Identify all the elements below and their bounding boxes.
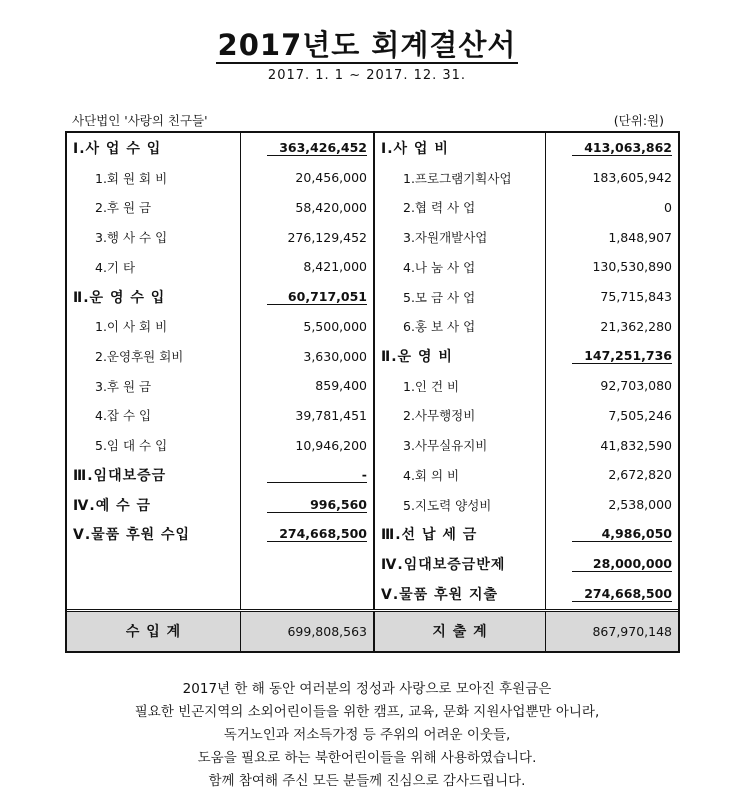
income-category-label: Ⅱ.운 영 수 입 bbox=[67, 282, 241, 312]
settlement-table bbox=[67, 133, 678, 651]
expense-amount-cell: 92,703,080 bbox=[600, 378, 672, 394]
income-amount-cell: 859,400 bbox=[241, 371, 375, 401]
income-amount-cell: 10,946,200 bbox=[241, 430, 375, 460]
expense-category-amount: 147,251,736 bbox=[572, 348, 672, 364]
ledger-row bbox=[67, 579, 678, 610]
expense-amount-cell bbox=[546, 579, 679, 610]
expense-category-amount: 28,000,000 bbox=[572, 556, 672, 572]
ledger-row bbox=[67, 430, 678, 460]
ledger-row bbox=[67, 401, 678, 431]
expense-total-amount: 867,970,148 bbox=[546, 610, 679, 651]
income-amount-cell: 3,630,000 bbox=[241, 341, 375, 371]
expense-item-label: 5.모 금 사 업 bbox=[374, 282, 546, 312]
expense-amount-cell bbox=[546, 549, 679, 579]
expense-amount-cell bbox=[546, 520, 679, 550]
expense-amount-cell: 2,672,820 bbox=[608, 467, 672, 483]
expense-category-amount: 4,986,050 bbox=[572, 526, 672, 542]
income-amount-cell bbox=[241, 579, 375, 610]
expense-category-label: Ⅰ.사 업 비 bbox=[374, 133, 546, 163]
organization-name: 사단법인 '사랑의 친구들' bbox=[72, 113, 208, 128]
expense-category-amount: 413,063,862 bbox=[572, 140, 672, 156]
expense-total-label: 지 출 계 bbox=[374, 610, 546, 651]
income-category-amount: 274,668,500 bbox=[267, 526, 367, 542]
expense-amount-cell: 1,848,907 bbox=[608, 229, 672, 245]
ledger-row bbox=[67, 282, 678, 312]
document-title-text: 2017년도 회계결산서 bbox=[217, 28, 517, 62]
expense-amount-cell: 21,362,280 bbox=[600, 318, 672, 334]
totals-row bbox=[67, 610, 678, 651]
income-category-amount: - bbox=[267, 467, 367, 483]
expense-category-label: Ⅱ.운 영 비 bbox=[374, 341, 546, 371]
income-category-amount: 363,426,452 bbox=[267, 140, 367, 156]
expense-item-label: 6.홍 보 사 업 bbox=[374, 311, 546, 341]
income-amount-cell bbox=[241, 282, 375, 312]
expense-amount-cell: 2,538,000 bbox=[608, 497, 672, 513]
expense-amount-cell bbox=[546, 133, 679, 163]
ledger-row bbox=[67, 252, 678, 282]
income-item-label: 3.행 사 수 입 bbox=[67, 222, 241, 252]
income-category-label: Ⅰ.사 업 수 입 bbox=[67, 133, 241, 163]
ledger-row bbox=[67, 490, 678, 520]
income-amount-cell bbox=[241, 133, 375, 163]
income-amount-cell bbox=[241, 460, 375, 490]
ledger-row bbox=[67, 460, 678, 490]
expense-item-label: 4.나 눔 사 업 bbox=[374, 252, 546, 282]
message-line: 필요한 빈곤지역의 소외어린이들을 위한 캠프, 교육, 문화 지원사업뿐만 아니라, bbox=[134, 704, 600, 720]
expense-item-label: 2.사무행정비 bbox=[374, 401, 546, 431]
income-amount-cell: 5,500,000 bbox=[241, 311, 375, 341]
income-item-label: 2.운영후원 회비 bbox=[67, 341, 241, 371]
expense-item-label: 3.사무실유지비 bbox=[374, 430, 546, 460]
income-item-label: 5.임 대 수 입 bbox=[67, 430, 241, 460]
ledger-row bbox=[67, 549, 678, 579]
expense-item-label: 3.자원개발사업 bbox=[374, 222, 546, 252]
income-category-amount: 60,717,051 bbox=[267, 289, 367, 305]
income-amount-cell: 58,420,000 bbox=[241, 192, 375, 222]
income-item-label: 4.잡 수 입 bbox=[67, 401, 241, 431]
expense-item-label: 1.프로그램기획사업 bbox=[374, 163, 546, 193]
income-total-amount: 699,808,563 bbox=[241, 610, 375, 651]
income-amount-cell bbox=[241, 549, 375, 579]
income-item-label: 1.회 원 회 비 bbox=[67, 163, 241, 193]
document-title bbox=[0, 26, 734, 64]
income-category-label: Ⅴ.물품 후원 수입 bbox=[67, 520, 241, 550]
income-item-label bbox=[67, 579, 241, 610]
income-item-label: 4.기 타 bbox=[67, 252, 241, 282]
income-category-amount: 996,560 bbox=[267, 497, 367, 513]
expense-item-label: 2.협 력 사 업 bbox=[374, 192, 546, 222]
message-line: 도움을 필요로 하는 북한어린이들을 위해 사용하였습니다. bbox=[197, 750, 537, 766]
thank-you-message bbox=[0, 678, 734, 793]
expense-category-label: Ⅳ.임대보증금반제 bbox=[374, 549, 546, 579]
message-line: 독거노인과 저소득가정 등 주위의 어려운 이웃들, bbox=[223, 727, 511, 743]
ledger-row bbox=[67, 133, 678, 163]
ledger-row bbox=[67, 341, 678, 371]
expense-amount-cell bbox=[546, 341, 679, 371]
income-amount-cell: 20,456,000 bbox=[241, 163, 375, 193]
income-total-label: 수 입 계 bbox=[67, 610, 241, 651]
income-category-label: Ⅲ.임대보증금 bbox=[67, 460, 241, 490]
expense-amount-cell: 41,832,590 bbox=[600, 437, 672, 453]
expense-item-label: 4.회 의 비 bbox=[374, 460, 546, 490]
ledger-row bbox=[67, 163, 678, 193]
income-amount-cell: 276,129,452 bbox=[241, 222, 375, 252]
settlement-table-body bbox=[67, 133, 678, 651]
expense-amount-cell: 130,530,890 bbox=[592, 259, 672, 275]
income-item-label: 3.후 원 금 bbox=[67, 371, 241, 401]
expense-item-label: 1.인 건 비 bbox=[374, 371, 546, 401]
expense-category-label: Ⅲ.선 납 세 금 bbox=[374, 520, 546, 550]
expense-item-label: 5.지도력 양성비 bbox=[374, 490, 546, 520]
currency-unit: (단위:원) bbox=[613, 113, 664, 128]
income-amount-cell bbox=[241, 520, 375, 550]
income-category-label: Ⅳ.예 수 금 bbox=[67, 490, 241, 520]
income-item-label: 1.이 사 회 비 bbox=[67, 311, 241, 341]
ledger-row bbox=[67, 371, 678, 401]
ledger-row bbox=[67, 222, 678, 252]
expense-amount-cell: 0 bbox=[664, 199, 672, 215]
message-line: 함께 참여해 주신 모든 분들께 진심으로 감사드립니다. bbox=[208, 773, 526, 789]
fiscal-period: 2017. 1. 1 ~ 2017. 12. 31. bbox=[267, 68, 467, 83]
income-amount-cell: 39,781,451 bbox=[241, 401, 375, 431]
income-amount-cell: 8,421,000 bbox=[241, 252, 375, 282]
income-amount-cell bbox=[241, 490, 375, 520]
expense-amount-cell: 7,505,246 bbox=[608, 407, 672, 423]
ledger-row bbox=[67, 311, 678, 341]
expense-amount-cell: 183,605,942 bbox=[592, 170, 672, 186]
message-line: 2017년 한 해 동안 여러분의 정성과 사랑으로 모아진 후원금은 bbox=[182, 681, 552, 697]
income-item-label bbox=[67, 549, 241, 579]
ledger-row bbox=[67, 192, 678, 222]
expense-category-amount: 274,668,500 bbox=[572, 586, 672, 602]
ledger-row bbox=[67, 520, 678, 550]
expense-amount-cell: 75,715,843 bbox=[600, 289, 672, 305]
expense-category-label: Ⅴ.물품 후원 지출 bbox=[374, 579, 546, 610]
income-item-label: 2.후 원 금 bbox=[67, 192, 241, 222]
